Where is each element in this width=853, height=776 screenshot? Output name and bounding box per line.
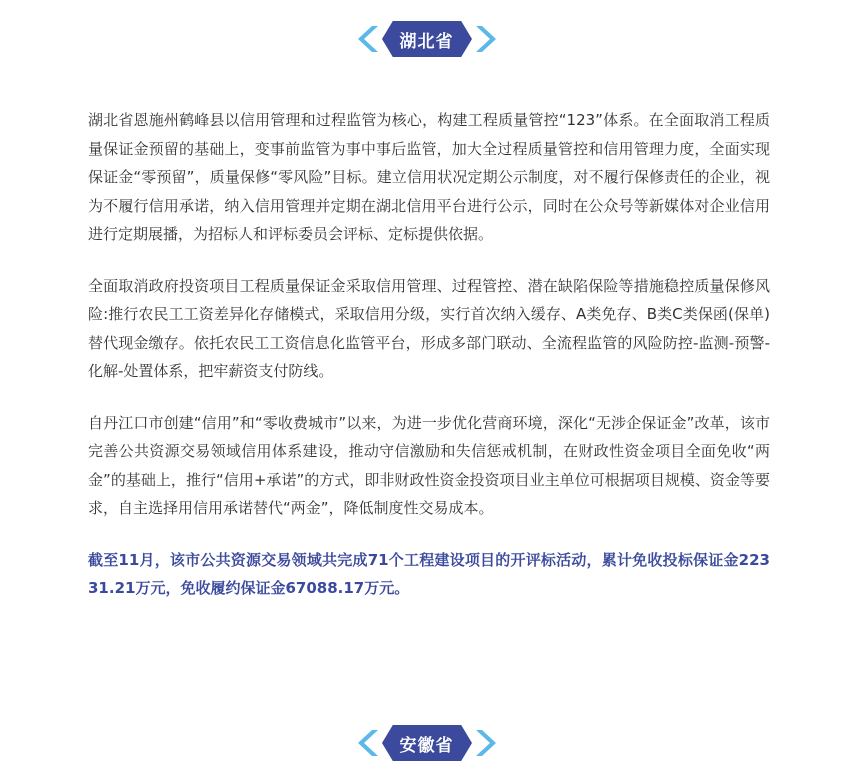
article-body bbox=[88, 106, 770, 626]
highlight-paragraph: 截至11月，该市公共资源交易领域共完成71个工程建设项目的开评标活动，累计免收投标保证金22331.21万元，免收履约保证金67088.17万元。 bbox=[88, 550, 770, 597]
paragraph: 全面取消政府投资项目工程质量保证金采取信用管理、过程管控、潜在缺陷保险等措施稳控质量保修风险:推行农民工工资差异化存储模式，采取信用分级，实行首次纳入缓存、A类免存、B类C类保函(保单)替代现金缴存。依托农民工工资信息化监管平台，形成多部门联动、全流程监管的风险防控-监测-预警-化解-处置体系，把牢薪资支付防线。 bbox=[88, 276, 770, 380]
chevron-left-icon bbox=[358, 728, 380, 758]
chevron-right-icon bbox=[474, 728, 496, 758]
section-badge-anhui bbox=[0, 723, 853, 763]
section-title: 安徽省 bbox=[399, 735, 454, 756]
paragraph: 自丹江口市创建“信用”和“零收费城市”以来，为进一步优化营商环境，深化“无涉企保证金”改革，该市完善公共资源交易领域信用体系建设，推动守信激励和失信惩戒机制，在财政性资金项目全面免收“两金”的基础上，推行“信用+承诺”的方式，即非财政性资金投资项目业主单位可根据项目规模、资金等要求，自主选择用信用承诺替代“两金”，降低制度性交易成本。 bbox=[88, 413, 770, 517]
section-title-pill bbox=[382, 21, 472, 57]
section-badge-hubei bbox=[0, 19, 853, 59]
paragraph: 湖北省恩施州鹤峰县以信用管理和过程监管为核心，构建工程质量管控“123”体系。在全面取消工程质量保证金预留的基础上，变事前监管为事中事后监管，加大全过程质量管控和信用管理力度，全面实现保证金“零预留”，质量保修“零风险”目标。建立信用状况定期公示制度，对不履行保修责任的企业，视为不履行信用承诺，纳入信用管理并定期在湖北信用平台进行公示，同时在公众号等新媒体对企业信用进行定期展播，为招标人和评标委员会评标、定标提供依据。 bbox=[88, 111, 770, 243]
section-title: 湖北省 bbox=[399, 31, 454, 52]
chevron-right-icon bbox=[474, 24, 496, 54]
chevron-left-icon bbox=[358, 24, 380, 54]
section-title-pill bbox=[382, 725, 472, 761]
